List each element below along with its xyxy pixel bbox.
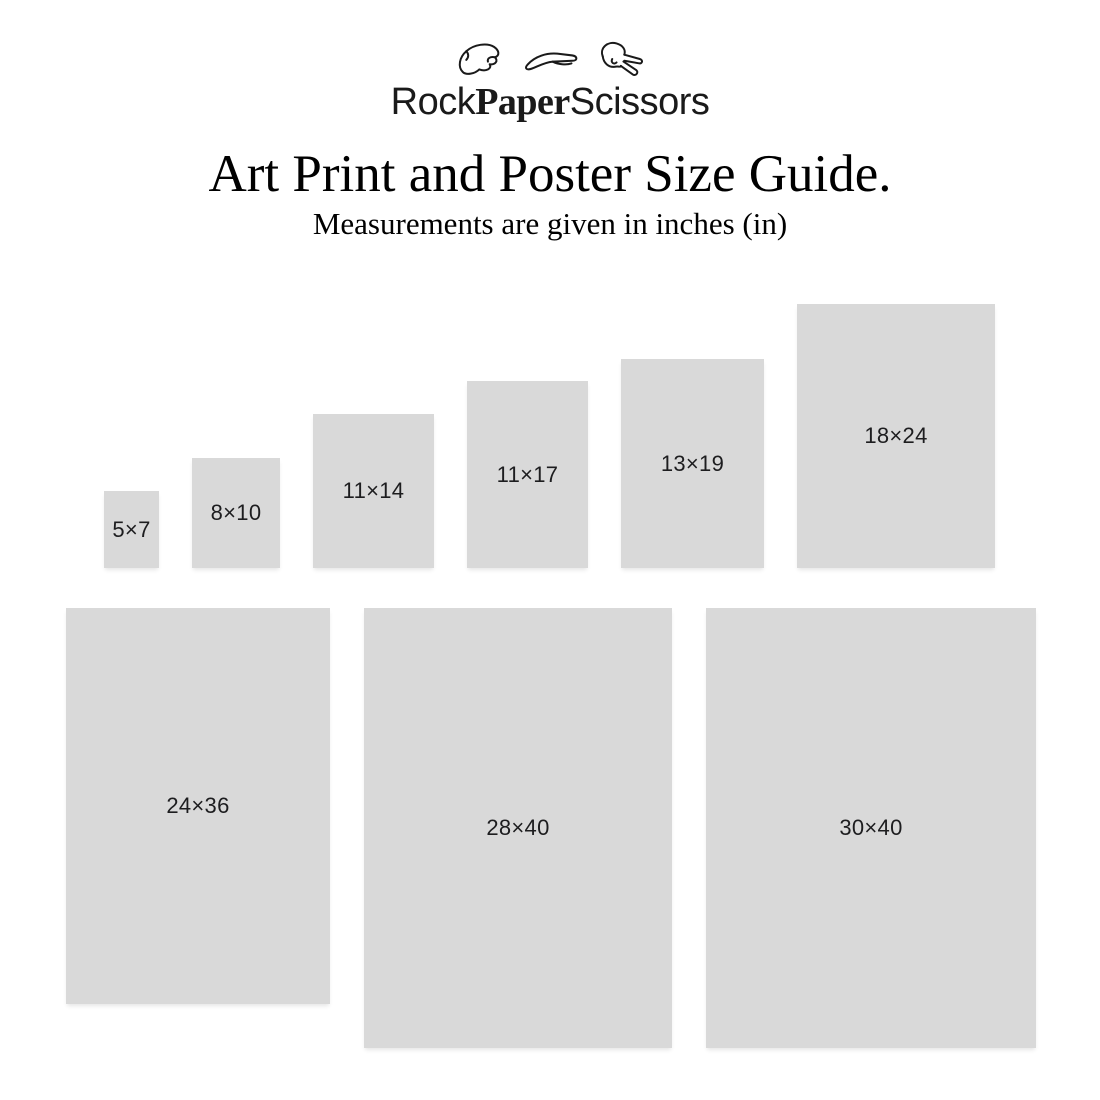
brand-wordmark-rock: Rock xyxy=(390,81,476,123)
size-row-large-prints xyxy=(0,608,1036,1048)
print-size-label: 5×7 xyxy=(112,516,151,542)
print-size-box-30x40 xyxy=(706,608,1036,1048)
print-size-label: 11×17 xyxy=(496,461,559,487)
paper-hand-icon xyxy=(522,43,580,75)
print-size-label: 30×40 xyxy=(839,815,903,840)
print-size-label: 13×19 xyxy=(660,450,725,476)
print-size-label: 24×36 xyxy=(166,793,230,818)
print-size-label: 28×40 xyxy=(486,815,550,840)
print-size-label: 8×10 xyxy=(210,500,262,525)
size-row-small-prints xyxy=(0,304,995,568)
header xyxy=(0,0,1100,241)
page-subtitle: Measurements are given in inches (in) xyxy=(312,205,788,241)
print-size-box-5x7 xyxy=(104,491,159,568)
print-size-box-18x24 xyxy=(797,304,995,568)
brand-wordmark xyxy=(0,83,1100,121)
brand-icons-row xyxy=(0,36,1100,82)
print-size-box-8x10 xyxy=(192,458,280,568)
print-size-box-11x17 xyxy=(467,381,588,568)
print-size-box-13x19 xyxy=(621,359,764,568)
print-size-label: 11×14 xyxy=(342,478,405,503)
print-size-box-28x40 xyxy=(364,608,672,1048)
brand-wordmark-paper: Paper xyxy=(475,81,570,123)
print-size-box-24x36 xyxy=(66,608,330,1004)
scissors-hand-icon xyxy=(595,38,645,80)
brand-wordmark-scissors: Scissors xyxy=(569,81,710,123)
page-title: Art Print and Poster Size Guide. xyxy=(208,145,892,203)
print-size-label: 18×24 xyxy=(864,423,928,448)
rock-hand-icon xyxy=(455,39,507,79)
print-size-box-11x14 xyxy=(313,414,434,568)
